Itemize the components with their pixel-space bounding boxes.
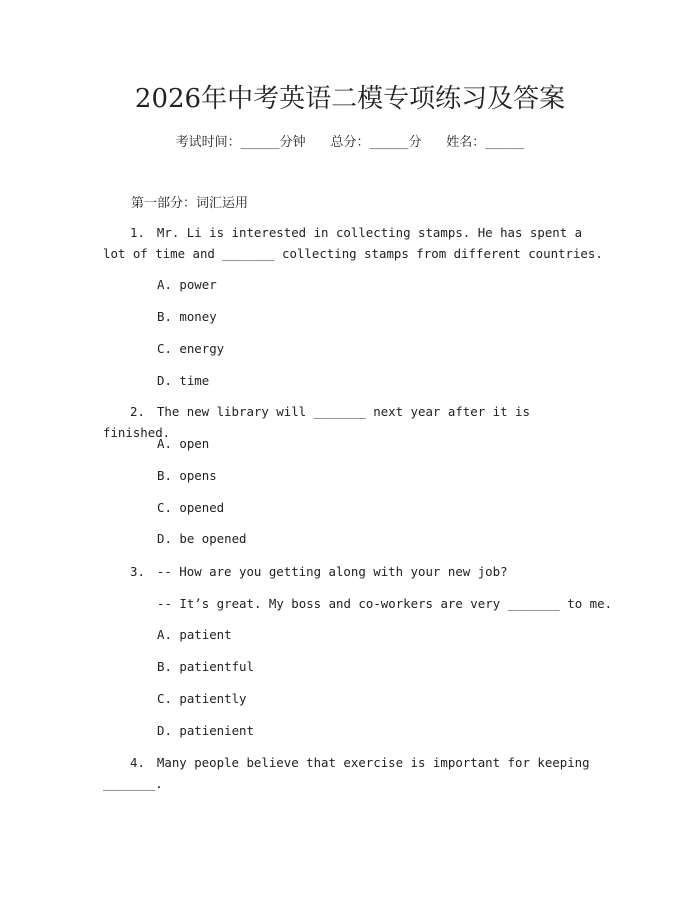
- question-number: 1.: [130, 225, 145, 240]
- question-number: 4.: [130, 755, 145, 770]
- question-text: Many people believe that exercise is important for keeping _______.: [103, 755, 590, 791]
- option-1b: B. money: [157, 309, 217, 324]
- question-text: Mr. Li is interested in collecting stamps. He has spent a lot of time and _______ collecting stamps from different countries.: [103, 225, 603, 261]
- question-3-reply: -- It’s great. My boss and co-workers are very _______ to me.: [157, 596, 613, 611]
- option-1a: A. power: [157, 277, 217, 292]
- question-1: [103, 222, 603, 264]
- question-text: -- How are you getting along with your new job?: [156, 564, 508, 579]
- option-1d: D. time: [157, 373, 210, 388]
- question-number: 3.: [130, 564, 145, 579]
- option-3a: A. patient: [157, 627, 232, 642]
- question-3: [103, 561, 603, 582]
- option-2c: C. opened: [157, 500, 225, 515]
- option-2d: D. be opened: [157, 531, 247, 546]
- question-4: [103, 752, 603, 794]
- option-2b: B. opens: [157, 468, 217, 483]
- option-1c: C. energy: [157, 341, 225, 356]
- option-3c: C. patiently: [157, 691, 247, 706]
- exam-meta: [0, 131, 700, 150]
- exam-time: 考试时间：______分钟: [175, 135, 306, 150]
- section-title: 第一部分：词汇运用: [131, 196, 249, 211]
- option-3d: D. patienient: [157, 723, 254, 738]
- option-2a: A. open: [157, 436, 210, 451]
- question-number: 2.: [130, 404, 145, 419]
- option-3b: B. patientful: [157, 659, 254, 674]
- total-score: 总分：______分: [330, 135, 422, 150]
- student-name: 姓名：______: [446, 135, 525, 150]
- question-text: The new library will _______ next year after it is finished.: [103, 404, 530, 440]
- page-title: 2026年中考英语二模专项练习及答案: [134, 84, 566, 114]
